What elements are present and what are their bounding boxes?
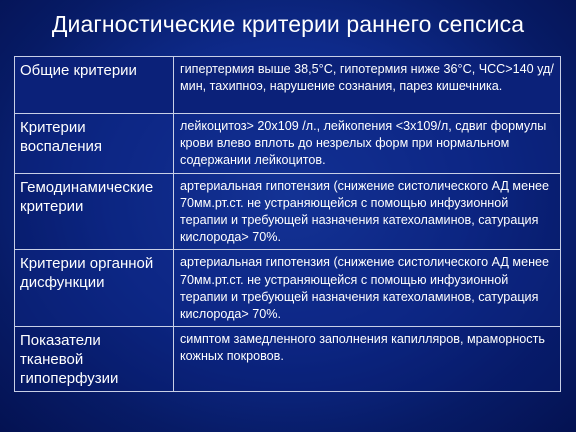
description-cell: гипертермия выше 38,5°C, гипотермия ниже 36°C, ЧСС>140 уд/мин, тахипноэ, нарушение сознания, парез кишечника. [174, 57, 561, 114]
description-cell: артериальная гипотензия (снижение систолического АД менее 70мм.рт.ст. не устраняющейся с помощью инфузионной терапии и требующей назначения катехоламинов, сатурация кислорода> 70%. [174, 250, 561, 327]
description-cell: артериальная гипотензия (снижение систолического АД менее 70мм.рт.ст. не устраняющейся с помощью инфузионной терапии и требующей назначения катехоламинов, сатурация кислорода> 70%. [174, 173, 561, 250]
description-cell: симптом замедленного заполнения капилляров, мраморность кожных покровов. [174, 327, 561, 392]
description-cell: лейкоцитоз> 20х109 /л., лейкопения <3х109/л, сдвиг формулы крови влево вплоть до незрелых форм при нормальном содержании лейкоцитов. [174, 114, 561, 174]
criterion-cell: Общие критерии [15, 57, 174, 114]
table-row [15, 327, 561, 392]
table-row [15, 114, 561, 174]
criterion-cell: Критерии воспаления [15, 114, 174, 174]
criterion-cell: Показатели тканевой гипоперфузии [15, 327, 174, 392]
criteria-table [14, 56, 561, 392]
criterion-cell: Гемодинамические критерии [15, 173, 174, 250]
table-row [15, 173, 561, 250]
slide-title: Диагностические критерии раннего сепсиса [51, 11, 525, 37]
table-row [15, 57, 561, 114]
table-row [15, 250, 561, 327]
criterion-cell: Критерии органной дисфункции [15, 250, 174, 327]
